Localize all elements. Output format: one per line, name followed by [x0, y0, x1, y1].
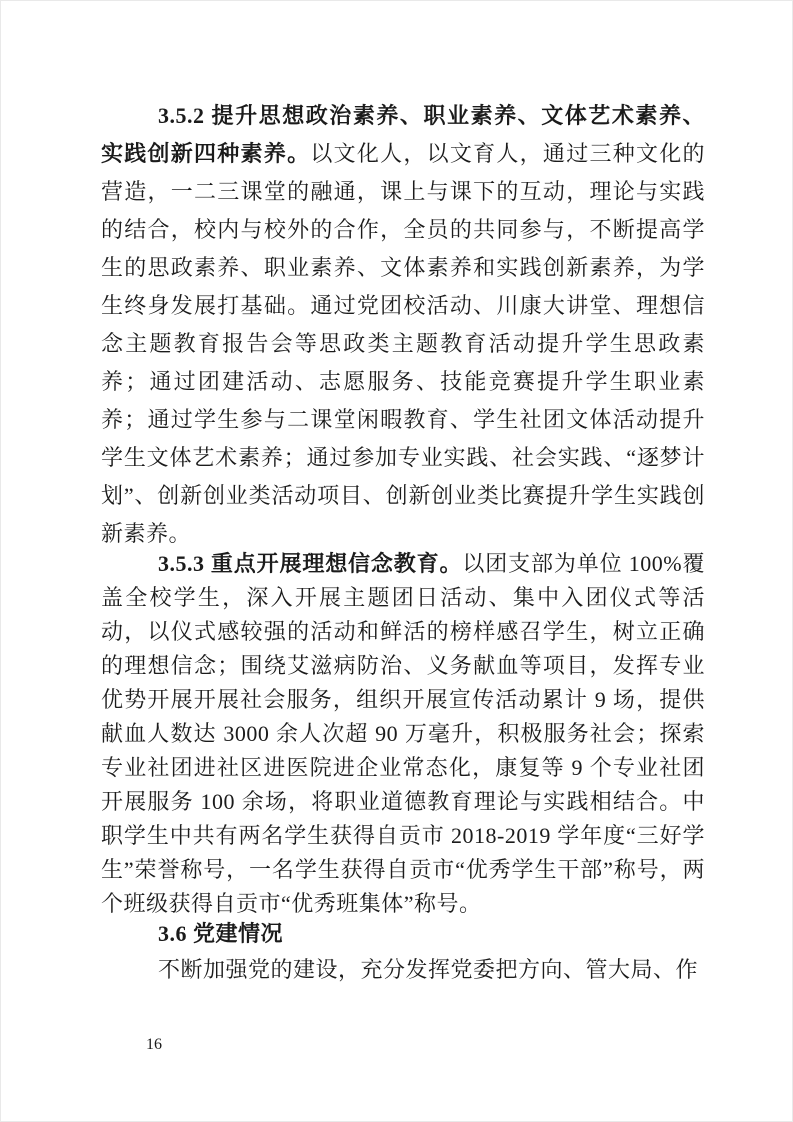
paragraph-3-5-2-body: 以文化人，以文育人，通过三种文化的营造，一二三课堂的融通，课上与课下的互动，理论与实践的结合，校内与校外的合作，全员的共同参与，不断提高学生的思政素养、职业素养、文体素养和实践创新素养，为学生终身发展打基础。通过党团校活动、川康大讲堂、理想信念主题教育报告会等思政类主题教育活动提升学生思政素养；通过团建活动、志愿服务、技能竞赛提升学生职业素养；通过学生参与二课堂闲暇教育、学生社团文体活动提升学生文体艺术素养；通过参加专业实践、社会实践、“逐梦计划”、创新创业类活动项目、创新创业类比赛提升学生实践创新素养。	[101, 141, 705, 546]
paragraph-3-5-2-lead: 3.5.2 提升思想政治素养、职业素养、文体艺术素养、实践创新四种素养。	[101, 103, 705, 166]
page-number: 16	[146, 1036, 162, 1053]
paragraph-3-5-2	[101, 97, 705, 553]
heading-3-6: 3.6 党建情况	[158, 921, 284, 946]
paragraph-3-5-3-lead: 3.5.3 重点开展理想信念教育。	[158, 551, 463, 576]
paragraph-3-5-3	[101, 547, 705, 921]
paragraph-3-6: 不断加强党的建设，充分发挥党委把方向、管大局、作	[158, 957, 699, 982]
paragraph-3-5-3-body: 以团支部为单位 100%覆盖全校学生，深入开展主题团日活动、集中入团仪式等活动，以仪式感较强的活动和鲜活的榜样感召学生，树立正确的理想信念；围绕艾滋病防治、义务献血等项目，发挥专业优势开展开展社会服务，组织开展宣传活动累计 9 场，提供献血人数达 3000 余人次超 90 万毫升，积极服务社会；探索专业社团进社区进医院进企业常态化，康复等 9 个专业社团开展服务 100 余场，将职业道德教育理论与实践相结合。中职学生中共有两名学生获得自贡市 2018-2019 学年度“三好学生”荣誉称号，一名学生获得自贡市“优秀学生干部”称号，两个班级获得自贡市“优秀班集体”称号。	[101, 551, 705, 916]
